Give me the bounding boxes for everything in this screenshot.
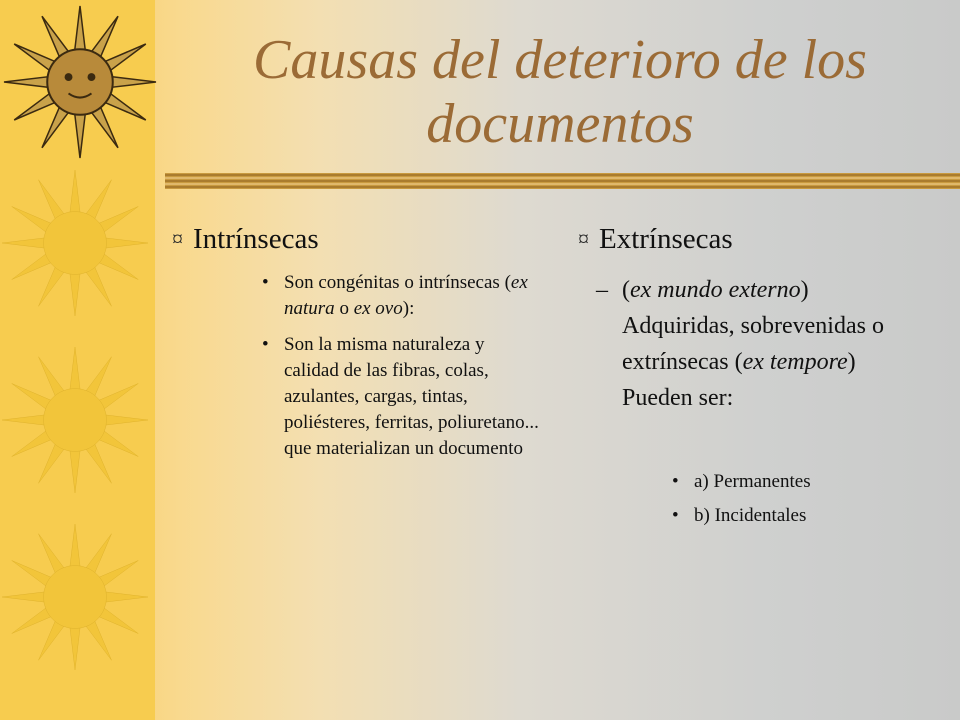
sun-ray xyxy=(70,451,80,493)
sun-ray xyxy=(92,107,118,147)
sun-ray xyxy=(92,16,118,56)
sun-ray xyxy=(12,561,51,586)
sun-ray xyxy=(99,431,138,456)
sun-ray xyxy=(86,357,111,396)
sun-icon xyxy=(2,4,158,160)
sun-ray xyxy=(75,6,85,50)
sun-ray xyxy=(106,238,148,248)
dash-item xyxy=(596,272,912,416)
sun-ray xyxy=(86,534,111,573)
star-bullet-icon: ¤ xyxy=(578,226,589,251)
list-item xyxy=(262,332,542,462)
sun-ray xyxy=(2,238,44,248)
sun-ray xyxy=(39,357,64,396)
dash-marker: – xyxy=(596,277,608,303)
sun-ray xyxy=(112,77,156,87)
bullet-emphasis: ex natura xyxy=(284,272,528,319)
sun-ray xyxy=(14,44,54,70)
sun-disc xyxy=(44,212,107,275)
left-bullet-list xyxy=(262,270,542,472)
right-heading xyxy=(578,222,733,256)
sun-disc xyxy=(44,389,107,452)
left-heading-text: Intrínsecas xyxy=(193,223,319,255)
sun-icon xyxy=(0,168,150,318)
sun-ray xyxy=(42,107,68,147)
dash-text: ( xyxy=(622,277,630,303)
list-item xyxy=(262,270,542,322)
sun-ray xyxy=(105,44,145,70)
sun-ray xyxy=(12,207,51,232)
bullet-text: o xyxy=(334,298,354,319)
sun-ray xyxy=(4,77,48,87)
sun-ray xyxy=(12,431,51,456)
sun-ray xyxy=(99,254,138,279)
sun-ray xyxy=(70,347,80,389)
sun-ray xyxy=(99,207,138,232)
sun-ray xyxy=(106,415,148,425)
sun-ray xyxy=(12,254,51,279)
sun-ray xyxy=(105,94,145,120)
sun-ray xyxy=(86,267,111,306)
bullet-text: Son congénitas o intrínsecas ( xyxy=(284,272,511,293)
sun-ray xyxy=(39,621,64,660)
sun-ray xyxy=(86,621,111,660)
left-heading xyxy=(172,222,319,256)
sun-ray xyxy=(75,114,85,158)
bullet-text: Son la misma naturaleza y calidad de las fibras, colas, azulantes, cargas, tintas, poliésteres, ferritas, poliuretano... que materializan un documento xyxy=(284,334,539,459)
sun-ray xyxy=(106,592,148,602)
sun-ray xyxy=(99,608,138,633)
sun-ray xyxy=(2,415,44,425)
bullet-emphasis: ex ovo xyxy=(353,298,403,319)
sun-ray xyxy=(86,180,111,219)
sun-ray xyxy=(99,384,138,409)
sun-ray xyxy=(12,384,51,409)
sun-ray xyxy=(39,267,64,306)
sun-disc xyxy=(44,566,107,629)
sun-ray xyxy=(70,628,80,670)
sun-ray xyxy=(2,592,44,602)
sun-ray xyxy=(14,94,54,120)
sun-ray xyxy=(70,274,80,316)
sun-disc xyxy=(47,49,113,115)
bullet-text: ): xyxy=(402,298,415,319)
dash-emphasis: ex mundo externo xyxy=(630,277,801,303)
title-divider xyxy=(165,171,960,191)
sun-ray xyxy=(39,534,64,573)
sun-icon xyxy=(0,345,150,495)
right-bullet-list xyxy=(672,468,912,536)
dash-text: ) Adquiridas, sobrevenidas o extrínsecas ( xyxy=(622,277,884,375)
dash-text: ) Pueden ser: xyxy=(622,349,856,411)
sun-ray xyxy=(70,170,80,212)
sun-ray xyxy=(12,608,51,633)
sun-face-eye xyxy=(65,73,73,81)
sun-ray xyxy=(39,444,64,483)
star-bullet-icon: ¤ xyxy=(172,226,183,251)
list-item: • b) Incidentales xyxy=(672,502,912,530)
sun-ray xyxy=(70,524,80,566)
right-heading-text: Extrínsecas xyxy=(599,223,733,255)
sun-ray xyxy=(86,444,111,483)
list-item: • a) Permanentes xyxy=(672,468,912,496)
dash-emphasis: ex tempore xyxy=(742,349,848,375)
sun-icon xyxy=(0,522,150,672)
sun-face-eye xyxy=(88,73,96,81)
sun-ray xyxy=(39,180,64,219)
slide-title: Causas del deterioro de los documentos xyxy=(253,29,867,155)
sun-ray xyxy=(42,16,68,56)
sun-ray xyxy=(99,561,138,586)
